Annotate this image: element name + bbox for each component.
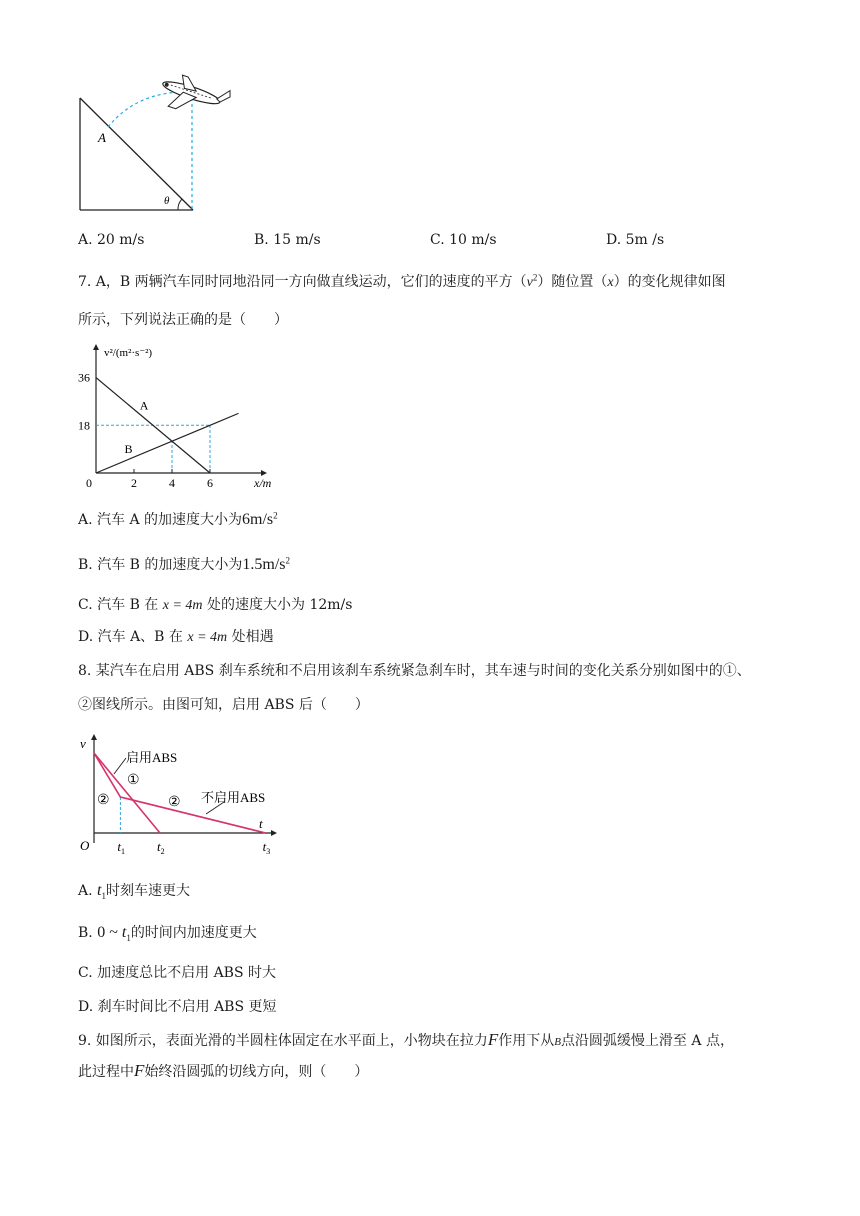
q7-option-d <box>78 626 274 646</box>
x-tick-label-t3: $t_3$ <box>262 839 271 856</box>
q8-option-b-text: 的时间内加速度更大 <box>130 925 257 941</box>
q7-option-a-text: A. 汽车 A 的加速度大小为 <box>78 512 243 528</box>
q9-stem-line2 <box>78 1061 368 1081</box>
q8-v-t-chart <box>76 730 286 860</box>
q9-F-symbol-2: F <box>134 1061 145 1080</box>
y-axis-label: v²/(m²·s⁻²) <box>104 347 153 359</box>
q7-stem-line2: 所示，下列说法正确的是（ ） <box>78 312 288 328</box>
leader-line-abs <box>114 758 126 774</box>
annotation-circle-1: ① <box>127 773 140 788</box>
q7-option-d-text: D. 汽车 A、B 在 <box>78 629 183 645</box>
y-tick-label-18: 18 <box>78 418 90 433</box>
q8-option-a <box>78 880 190 901</box>
x-tick-label-t2: $t_2$ <box>157 839 165 856</box>
annotation-abs-on: 启用ABS <box>126 750 178 765</box>
x-tick-label-t1: $t_1$ <box>117 839 126 856</box>
q7-stem-text-3: ）的变化规律如图 <box>613 274 726 290</box>
y-axis-arrow <box>93 344 99 350</box>
q8-option-d: D. 刹车时间比不启用 ABS 更短 <box>78 999 277 1015</box>
q6-option-a: A. 20 m/s <box>78 232 145 248</box>
q8-option-a-sub: 1 <box>101 890 106 901</box>
annotation-circle-2-right: ② <box>168 795 181 810</box>
q9-text-2: 作用下从 <box>498 1033 555 1049</box>
q7-option-d-text-2: 处相遇 <box>231 629 274 645</box>
x-tick-label-2: 2 <box>131 476 137 490</box>
q7-option-c-text-2: 处的速度大小为 12m/s <box>207 597 353 613</box>
q7-v2-x-chart <box>76 340 276 490</box>
y-tick-label-36: 36 <box>78 370 90 385</box>
q8-option-b <box>78 922 257 943</box>
x-axis-arrow <box>271 830 277 836</box>
q7-v-symbol: v <box>526 275 533 290</box>
q9-text-3: 点沿圆弧缓慢上滑至 A 点， <box>560 1033 734 1049</box>
series-label-A: A <box>139 398 149 413</box>
point-A-label: A <box>98 130 106 145</box>
q9-text-1: 9. 如图所示，表面光滑的半圆柱体固定在水平面上，小物块在拉力 <box>78 1033 488 1049</box>
angle-theta-label: θ <box>164 195 170 207</box>
q8-option-c: C. 加速度总比不启用 ABS 时大 <box>78 965 277 981</box>
annotation-circle-2-left: ② <box>97 793 110 808</box>
q7-option-a-value: 6m/s <box>242 511 274 528</box>
q9-F-symbol: F <box>487 1030 499 1049</box>
q7-stem-text-1: 7. A，B 两辆汽车同时同地沿同一方向做直线运动，它们的速度的平方（ <box>78 274 527 290</box>
series-line-B <box>96 413 239 473</box>
q7-stem-text-2: ）随位置（ <box>537 274 608 290</box>
q7-option-b-text: B. 汽车 B 的加速度大小为 <box>78 557 243 573</box>
x-axis-label: x/m <box>254 476 272 490</box>
q7-option-d-math: x = 4m <box>187 630 228 645</box>
q8-option-b-range: 0 ~ <box>97 924 122 941</box>
origin-label: O <box>80 838 90 853</box>
q6-option-b: B. 15 m/s <box>254 232 321 248</box>
annotation-abs-off: 不启用ABS <box>201 790 266 805</box>
q6-option-d: D. 5m /s <box>606 232 665 248</box>
airplane-icon <box>157 70 232 123</box>
q8-option-b-label: B. <box>78 925 93 941</box>
q7-option-c-text: C. 汽车 B 在 <box>78 597 159 613</box>
q7-option-b: B. 汽车 B 的加速度大小为$1.5m/s^2$ <box>78 555 291 573</box>
y-axis-arrow <box>91 734 97 740</box>
q9-text-4: 此过程中 <box>78 1064 134 1080</box>
q7-stem-line1: 7. A，B 两辆汽车同时同地沿同一方向做直线运动，它们的速度的平方$(v^2)$随位置（x）的变化规律如图 <box>78 272 726 290</box>
q9-text-5: 始终沿圆弧的切线方向，则（ ） <box>144 1064 369 1080</box>
q6-option-c: C. 10 m/s <box>430 232 497 248</box>
q8-option-a-label: A. <box>78 883 93 899</box>
q7-option-c <box>78 594 352 614</box>
y-axis-label: v <box>80 736 86 751</box>
q8-option-a-var: t <box>97 882 102 899</box>
q9-B-symbol: B <box>554 1036 561 1048</box>
q9-stem-line1 <box>78 1030 734 1050</box>
q7-x-symbol: x <box>607 275 614 290</box>
q7-option-a: A. 汽车 A 的加速度大小为$6m/s^2$ <box>78 510 278 528</box>
incline-airplane-figure <box>70 70 245 220</box>
origin-label: 0 <box>86 476 92 490</box>
q8-stem-line1: 8. 某汽车在启用 ABS 刹车系统和不启用该刹车系统紧急刹车时，其车速与时间的变化关系分别如图中的①、 <box>78 663 751 679</box>
q7-option-c-math: x = 4m <box>162 598 203 613</box>
q8-option-b-sub: 1 <box>126 932 131 943</box>
q8-option-b-var: t <box>121 924 127 941</box>
q7-option-b-value: 1.5m/s <box>242 556 286 573</box>
series-label-B: B <box>124 442 133 457</box>
q8-stem-line2: ②图线所示。由图可知，启用 ABS 后（ ） <box>78 697 369 713</box>
x-tick-label-4: 4 <box>169 476 175 490</box>
x-tick-label-6: 6 <box>207 476 213 490</box>
x-axis-label: t <box>259 816 263 831</box>
q8-option-a-text: 时刻车速更大 <box>105 883 190 899</box>
